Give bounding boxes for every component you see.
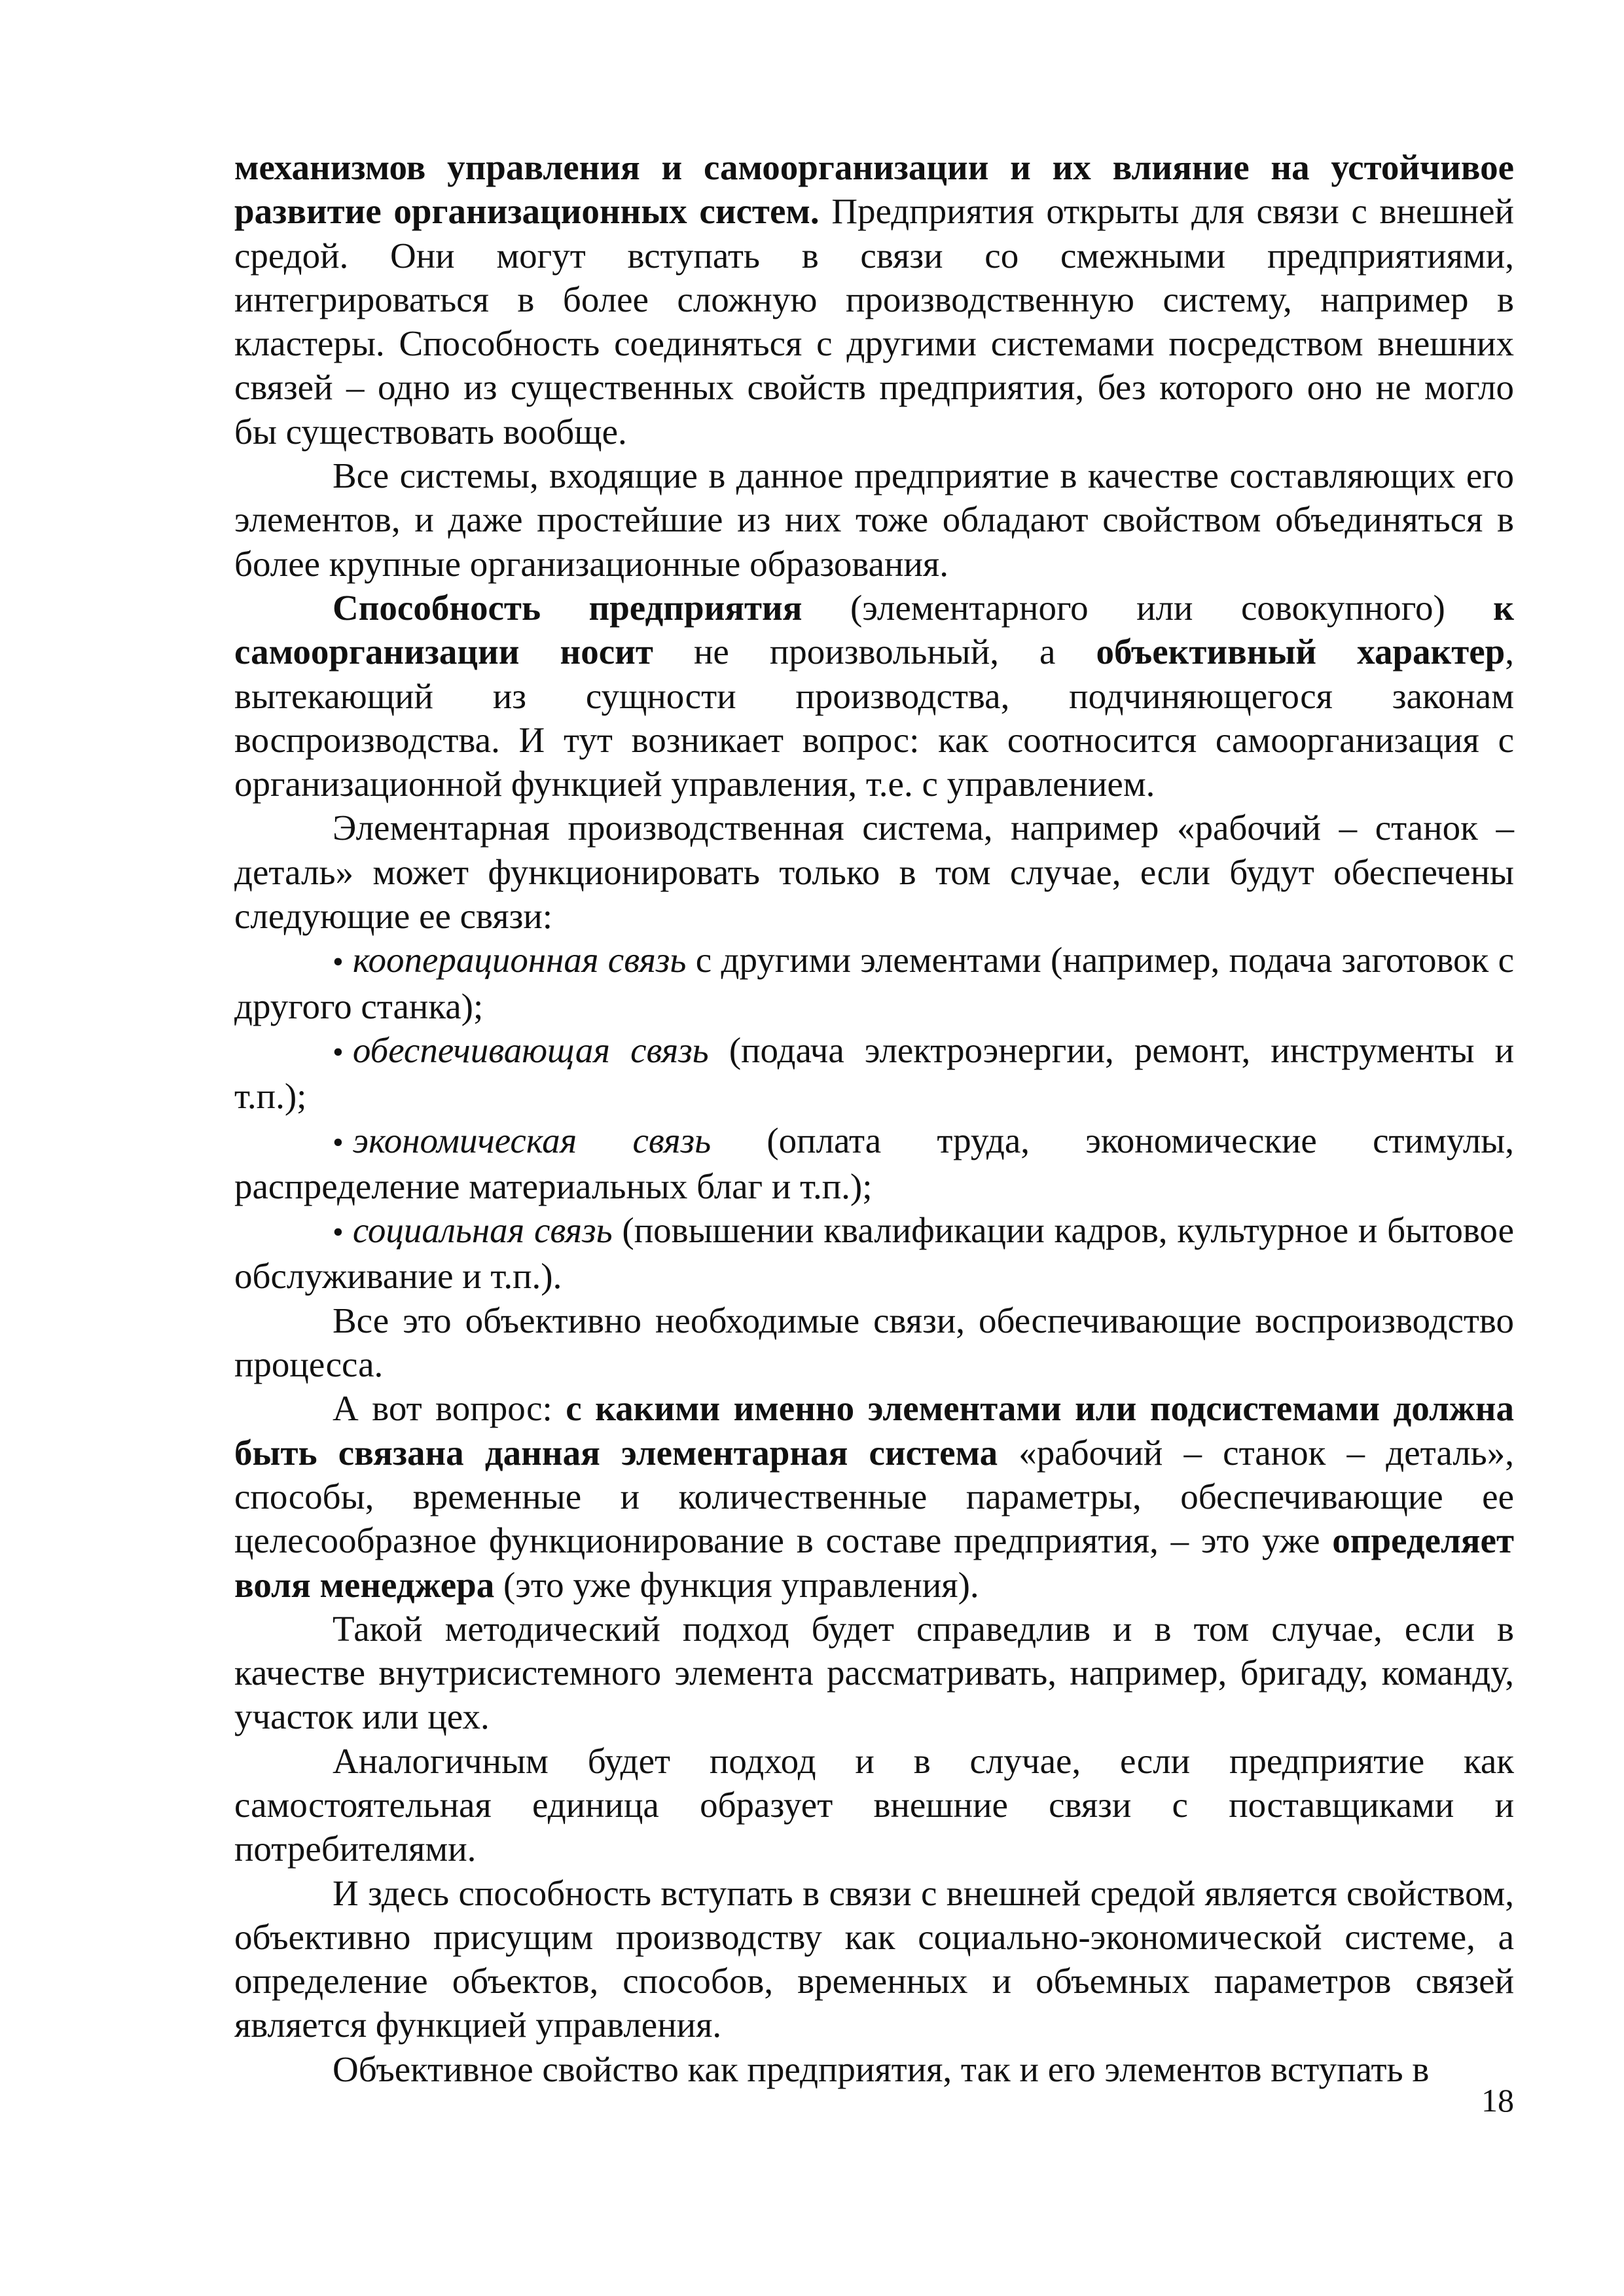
paragraph-3 <box>234 586 1514 806</box>
italic-term: экономическая связь <box>352 1120 712 1160</box>
bullet-text: (оплата труда, экономические стимулы, распределение материальных благ и т.п.); <box>234 1120 1514 1206</box>
paragraph-text: «рабочий – станок – деталь», способы, временные и количественные параметры, обеспечивающие ее целесообразное функционирование в составе предприятия, – это уже <box>234 1432 1515 1561</box>
paragraph-1 <box>234 145 1514 454</box>
bullet-text: (повышении квалификации кадров, культурное и бытовое обслуживание и т.п.). <box>234 1210 1514 1297</box>
page-number: 18 <box>1481 2082 1514 2119</box>
bullet-text: (подача электроэнергии, ремонт, инструменты и т.п.); <box>234 1030 1514 1117</box>
bullet-item-2 <box>234 1028 1514 1119</box>
paragraph-5 <box>234 1299 1514 1387</box>
paragraph-text: А вот вопрос: <box>333 1388 566 1429</box>
bold-phrase: определяет воля менеджера <box>234 1520 1514 1605</box>
italic-term: обеспечивающая связь <box>352 1030 709 1070</box>
paragraph-text: , вытекающий из сущности производства, подчиняющегося законам воспроизводства. И тут возникает вопрос: как соотносится самоорганизация с организационной функцией управления, т.е. с управлением. <box>234 632 1514 804</box>
bold-phrase: объективный характер <box>1096 632 1506 672</box>
bold-phrase: с какими именно элементами или подсистемами должна быть связана данная элементарная система <box>234 1388 1515 1473</box>
italic-term: социальная связь <box>352 1210 613 1251</box>
bullet-item-3 <box>234 1119 1514 1209</box>
paragraph-10 <box>234 2047 1514 2091</box>
paragraph-text: И здесь способность вступать в связи с внешней средой является свойством, объективно присущим производству как социально-экономической системе, а определение объектов, способов, временных и объемных параметров связей является функцией управления. <box>234 1873 1514 2045</box>
paragraph-4 <box>234 806 1514 938</box>
paragraph-text: Все это объективно необходимые связи, обеспечивающие воспроизводство процесса. <box>234 1300 1514 1385</box>
paragraph-text: Объективное свойство как предприятия, так и его элементов вступать в <box>333 2049 1430 2089</box>
document-page <box>234 145 1514 2091</box>
paragraph-text: (это уже функция управления). <box>494 1564 979 1605</box>
bullet-icon: • <box>333 944 344 980</box>
paragraph-text: Аналогичным будет подход и в случае, если предприятие как самостоятельная единица образует внешние связи с поставщиками и потребителями. <box>234 1740 1514 1869</box>
paragraph-8 <box>234 1739 1514 1871</box>
bold-phrase: Способность предприятия <box>333 587 803 628</box>
bullet-icon: • <box>333 1124 344 1160</box>
bullet-text: с другими элементами (например, подача заготовок с другого станка); <box>234 940 1514 1026</box>
italic-term: кооперационная связь <box>352 940 687 980</box>
bullet-item-4 <box>234 1208 1514 1299</box>
paragraph-text: Элементарная производственная система, например «рабочий – станок – деталь» может функционировать только в том случае, если будут обеспечены следующие ее связи: <box>234 808 1514 937</box>
paragraph-7 <box>234 1607 1514 1739</box>
bullet-item-1 <box>234 938 1514 1028</box>
paragraph-text: (элементарного или совокупного) <box>802 587 1494 628</box>
paragraph-text: не произвольный, а <box>653 632 1096 672</box>
paragraph-text: Предприятия открыты для связи с внешней средой. Они могут вступать в связи со смежными предприятиями, интегрироваться в более сложную производственную систему, например в кластеры. Способность соединяться с другими системами посредством внешних связей – одно из существенных свойств предприятия, без которого оно не могло бы существовать вообще. <box>234 191 1514 452</box>
paragraph-6 <box>234 1386 1514 1606</box>
paragraph-2 <box>234 454 1514 586</box>
paragraph-9 <box>234 1871 1514 2047</box>
bold-phrase: к самоорганизации носит <box>234 587 1514 672</box>
paragraph-text: Такой методический подход будет справедлив и в том случае, если в качестве внутрисистемного элемента рассматривать, например, бригаду, команду, участок или цех. <box>234 1608 1514 1737</box>
bullet-icon: • <box>333 1215 344 1250</box>
paragraph-text: Все системы, входящие в данное предприятие в качестве составляющих его элементов, и даже простейшие из них тоже обладают свойством объединяться в более крупные организационные образования. <box>234 456 1514 584</box>
bullet-icon: • <box>333 1034 344 1069</box>
bold-heading-continuation: механизмов управления и самоорганизации и их влияние на устойчивое развитие организационных систем. <box>234 147 1514 232</box>
